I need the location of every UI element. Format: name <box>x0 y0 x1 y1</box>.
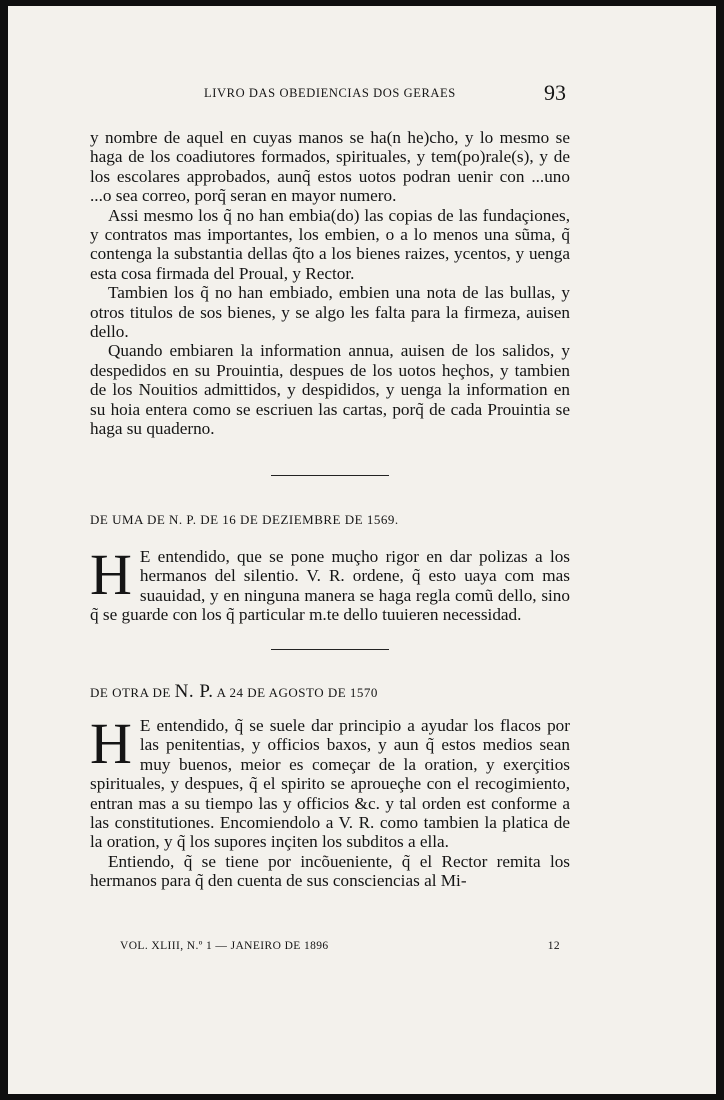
letter-body <box>90 710 570 852</box>
paragraph: Tambien los q̃ no han embiado, embien una nota de las bullas, y otros titulos de sos bienes, y se algo les falta para la firmeza, auisen dello. <box>90 283 570 342</box>
running-title: LIVRO DAS OBEDIENCIAS DOS GERAES <box>204 86 456 100</box>
heading-np: N. P. <box>174 680 214 702</box>
paragraph: Entiendo, q̃ se tiene por incõueniente, q̃ el Rector remita los hermanos para q̃ den cuenta de sus consciencias al Mi- <box>90 851 570 891</box>
letter-heading: DE UMA DE N. P. DE 16 DE DEZIEMBRE DE 1569. <box>90 511 399 527</box>
heading-prefix: DE OTRA DE <box>90 684 175 700</box>
page-number: 93 <box>544 80 566 105</box>
drop-cap: H <box>90 541 132 607</box>
heading-date: A 24 DE AGOSTO DE 1570 <box>213 684 378 700</box>
letter-text: E entendido, que se pone muçho rigor en dar polizas a los hermanos del silentio. V. R. ordene, q̃ esto uaya com mas suauidad, y en ninguna manera se haga regla comũ dello, sino q̃ se guarde con los q̃ particular m.te dello tuuieren necessidad. <box>90 546 570 625</box>
volume-line: VOL. XLIII, N.º 1 — JANEIRO DE 1896 <box>120 940 329 952</box>
signature-mark: 12 <box>547 940 560 952</box>
page-footer <box>120 940 580 952</box>
letter-heading <box>90 682 570 702</box>
letter-body <box>90 541 570 625</box>
paragraph: Assi mesmo los q̃ no han embia(do) las copias de las fundaçiones, y contratos mas importantes, los embien, o a lo menos una sũma, q̃ contenga la substantia dellas q̃to a los bienes raizes, ycentos, y uenga esta cosa firmada del Proual, y Rector. <box>90 205 570 283</box>
drop-cap: H <box>90 710 132 776</box>
paragraph: y nombre de aquel en cuyas manos se ha(n he)cho, y lo mesmo se haga de los coadiutores formados, spirituales, y tem(po)rale(s), y de los escolares approbados, aunq̃ estos uotos podran uenir con ...uno ...o sea correo, porq̃ seran en mayor numero. <box>90 128 570 206</box>
page-body <box>90 128 570 891</box>
book-page <box>8 6 716 1094</box>
letter-text: E entendido, q̃ se suele dar principio a ayudar los flacos por las penitentias, y officios baxos, y aun q̃ estos medios sean muy buenos, meior es começar de la oration, y exerçitios spirituales, y despues, q̃ el spirito se aproueçhe con el recogimiento, entran mas a su tiempo las y officios &c. y tal orden est conforme a las constitutiones. Encomiendolo a V. R. como tambien la platica de la oration, y q̃ los supores inçiten los subditos a ella. <box>90 715 570 852</box>
paragraph: Quando embiaren la information annua, auisen de los salidos, y despedidos en su Prouintia, despues de los uotos heçhos, y tambien de los Nouitios admittidos, y despididos, y uenga la information en su hoia entera como se escriuen las cartas, porq̃ de cada Prouintia se haga su quaderno. <box>90 341 570 439</box>
